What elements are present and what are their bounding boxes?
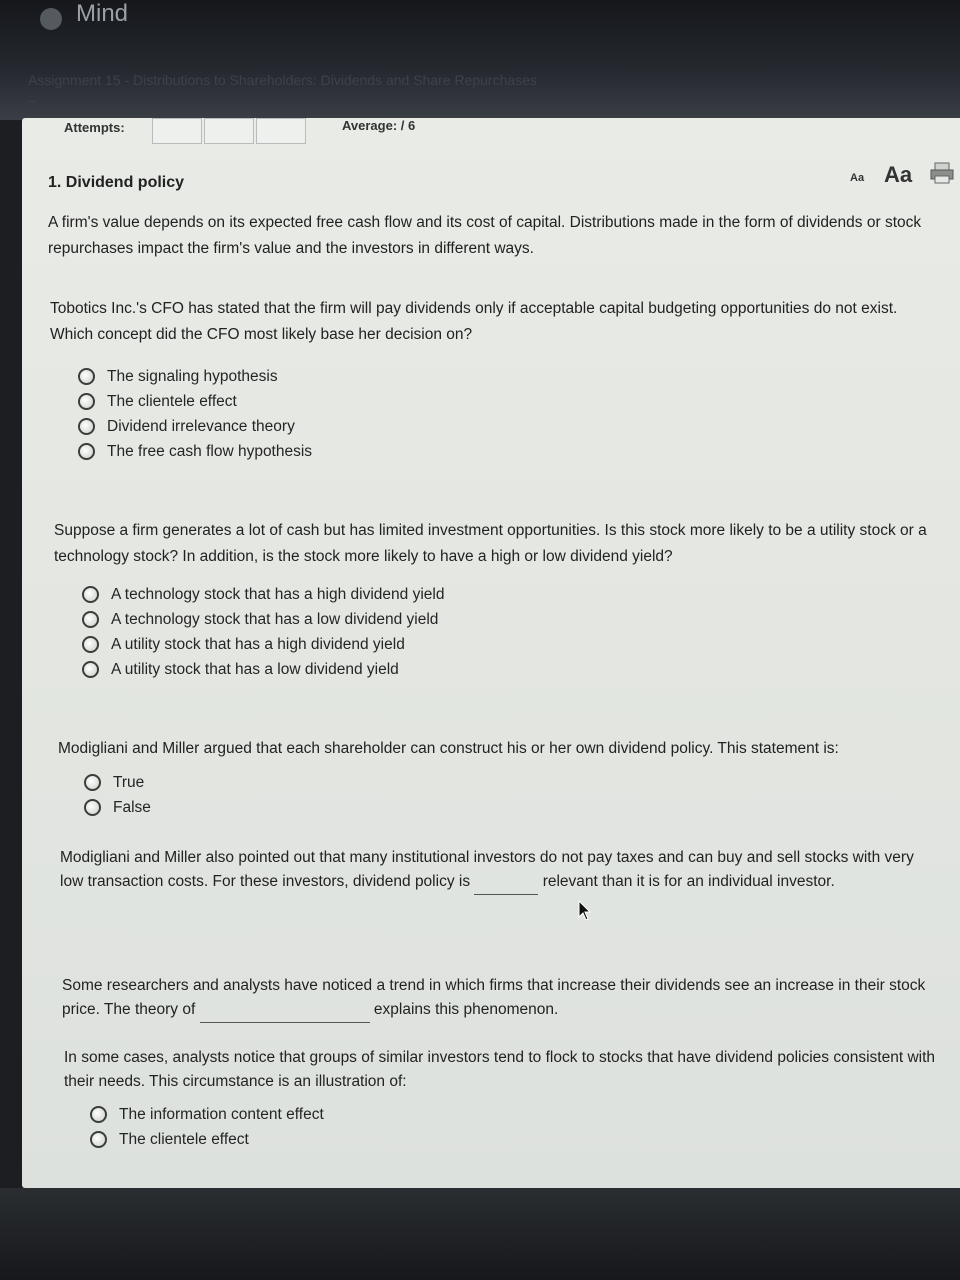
average-label: Average: / 6 — [342, 118, 416, 133]
q1-option[interactable] — [78, 414, 312, 439]
option-label: The signaling hypothesis — [107, 367, 278, 385]
q4-prompt — [60, 846, 940, 895]
q4-text-after: relevant than it is for an individual investor. — [542, 873, 835, 890]
q1-option[interactable] — [78, 439, 312, 464]
q5-text-after: explains this phenomenon. — [373, 1001, 559, 1018]
radio-button[interactable] — [84, 774, 101, 791]
radio-button[interactable] — [82, 586, 99, 603]
q2-option[interactable] — [82, 582, 444, 607]
q1-option[interactable] — [78, 364, 312, 389]
option-label: True — [113, 773, 145, 791]
intro-paragraph: A firm's value depends on its expected free cash flow and its cost of capital. Distributions made in the form of dividends or stock repurchases impact the firm's value and the investors in different ways. — [48, 214, 922, 257]
q1-option[interactable] — [78, 389, 312, 414]
q1-options — [78, 364, 312, 464]
q2-prompt: Suppose a firm generates a lot of cash but has limited investment opportunities. Is this stock more likely to be a utility stock or a technology stock? In addition, is the stock more likely to have a high or low dividend yield? — [54, 522, 927, 565]
q2-options — [82, 582, 444, 682]
attempt-box — [152, 118, 202, 144]
radio-button[interactable] — [82, 636, 99, 653]
q6-option[interactable] — [90, 1102, 324, 1127]
option-label: The free cash flow hypothesis — [107, 442, 313, 460]
mouse-cursor-icon — [578, 900, 592, 922]
option-label: A utility stock that has a low dividend yield — [111, 660, 399, 678]
question-panel — [22, 118, 960, 1188]
q3-option[interactable] — [84, 770, 151, 795]
option-label: A technology stock that has a low dividend yield — [111, 610, 439, 628]
q5-prompt — [62, 974, 942, 1023]
attempt-box — [256, 118, 306, 144]
q6-option[interactable] — [90, 1127, 324, 1152]
q3-option[interactable] — [84, 795, 151, 820]
radio-button[interactable] — [78, 418, 95, 435]
option-label: Dividend irrelevance theory — [107, 417, 295, 435]
app-header — [0, 0, 960, 120]
q4-text-before: Modigliani and Miller also pointed out that many institutional investors do not pay taxes and can buy and sell stocks with very low transaction costs. For these investors, dividend policy is — [60, 849, 914, 890]
attempt-box — [204, 118, 254, 144]
q3-options — [84, 770, 151, 820]
assignment-subheader: ... — [28, 94, 37, 105]
q5-answer-blank[interactable] — [200, 998, 370, 1023]
q2-option[interactable] — [82, 657, 444, 682]
question-title: 1. Dividend policy — [48, 174, 185, 191]
q4-answer-blank[interactable] — [474, 870, 538, 895]
q5-text-before: Some researchers and analysts have noticed a trend in which firms that increase their dividends see an increase in their stock price. The theory of — [62, 977, 926, 1018]
assignment-title: Assignment 15 - Distributions to Shareholders: Dividends and Share Repurchases — [28, 72, 537, 88]
option-label: The clientele effect — [107, 392, 237, 410]
attempts-label: Attempts: — [64, 120, 125, 135]
app-logo-icon — [40, 8, 62, 30]
q1-prompt: Tobotics Inc.'s CFO has stated that the firm will pay dividends only if acceptable capital budgeting opportunities do not exist. Which concept did the CFO most likely base her decision on? — [50, 300, 898, 343]
attempt-boxes — [152, 118, 308, 144]
monitor-bezel — [0, 1188, 960, 1280]
radio-button[interactable] — [78, 393, 95, 410]
q2-option[interactable] — [82, 632, 444, 657]
q3-prompt: Modigliani and Miller argued that each shareholder can construct his or her own dividend policy. This statement is: — [58, 740, 839, 757]
radio-button[interactable] — [90, 1106, 107, 1123]
option-label: False — [113, 798, 151, 816]
app-name: Mind — [76, 0, 129, 27]
q6-options — [90, 1102, 324, 1152]
font-size-small-button[interactable]: Aa — [850, 172, 865, 184]
radio-button[interactable] — [82, 661, 99, 678]
q6-prompt: In some cases, analysts notice that groups of similar investors tend to flock to stocks that have dividend policies consistent with their needs. This circumstance is an illustration of: — [64, 1049, 936, 1090]
radio-button[interactable] — [90, 1131, 107, 1148]
q2-option[interactable] — [82, 607, 444, 632]
print-icon[interactable] — [930, 162, 954, 184]
option-label: The clientele effect — [119, 1130, 249, 1148]
font-size-large-button[interactable]: Aa — [884, 162, 913, 187]
option-label: A utility stock that has a high dividend yield — [111, 635, 405, 653]
radio-button[interactable] — [84, 799, 101, 816]
option-label: The information content effect — [119, 1105, 324, 1123]
radio-button[interactable] — [78, 443, 95, 460]
radio-button[interactable] — [78, 368, 95, 385]
option-label: A technology stock that has a high dividend yield — [111, 585, 445, 603]
radio-button[interactable] — [82, 611, 99, 628]
